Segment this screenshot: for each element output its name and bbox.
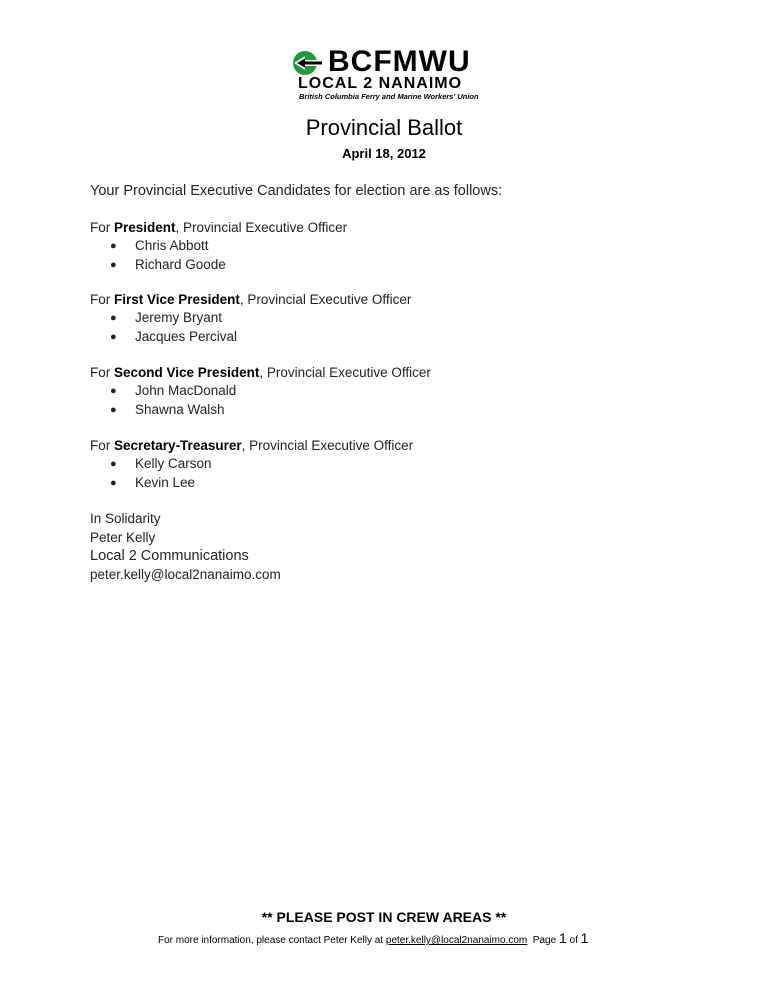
closing-text: In Solidarity [90, 511, 161, 526]
page-total: 1 [580, 930, 589, 946]
section-second-vice-president [90, 364, 431, 419]
bullet-icon: ● [110, 458, 117, 470]
candidate-list [90, 455, 413, 492]
section-heading: For President, Provincial Executive Officer [90, 220, 348, 235]
candidate-list [90, 309, 411, 346]
contact-email-link[interactable]: peter.kelly@local2nanaimo.com [385, 935, 528, 946]
list-item: ● John MacDonald [90, 382, 431, 401]
section-heading: For Secretary-Treasurer, Provincial Executive Officer [90, 438, 414, 453]
role-name: First Vice President [114, 292, 240, 307]
signature-block [90, 510, 281, 584]
page-current: 1 [558, 930, 567, 946]
page-title: Provincial Ballot [305, 115, 463, 140]
candidate-list [90, 237, 347, 274]
post-notice: ** PLEASE POST IN CREW AREAS ** [261, 909, 507, 925]
bullet-icon: ● [110, 240, 117, 252]
section-secretary-treasurer [90, 437, 413, 492]
section-heading: For First Vice President, Provincial Executive Officer [90, 292, 412, 307]
logo-local: LOCAL 2 NANAIMO [298, 75, 463, 92]
bullet-icon: ● [110, 312, 117, 324]
bullet-icon: ● [110, 330, 117, 343]
list-item: ● Jeremy Bryant [90, 309, 411, 328]
section-first-vice-president [90, 291, 411, 346]
section-heading: For Second Vice President, Provincial Executive Officer [90, 365, 431, 380]
list-item: ● Chris Abbott [90, 237, 347, 256]
union-logo [292, 45, 479, 104]
bullet-icon: ● [110, 385, 117, 397]
section-president [90, 219, 347, 274]
logo-subtitle: British Columbia Ferry and Marine Workers' Union [299, 92, 479, 101]
footer-contact [158, 930, 588, 949]
list-item: ● Jacques Percival [90, 328, 411, 347]
bullet-icon: ● [110, 258, 117, 271]
list-item: ● Shawna Walsh [90, 401, 431, 420]
bullet-icon: ● [110, 403, 117, 416]
signer-email: peter.kelly@local2nanaimo.com [90, 566, 281, 582]
contact-text: For more information, please contact Peter Kelly at [158, 935, 386, 946]
page-label: Page [532, 935, 559, 946]
role-name: Secretary-Treasurer [114, 438, 242, 453]
list-item: ● Kelly Carson [90, 455, 413, 474]
signer-name: Peter Kelly [90, 529, 156, 545]
role-name: Second Vice President [114, 365, 260, 380]
ballot-date: April 18, 2012 [342, 146, 426, 161]
candidate-list [90, 382, 431, 419]
role-name: President [114, 220, 176, 235]
list-item: ● Richard Goode [90, 256, 347, 275]
bullet-icon: ● [110, 476, 117, 489]
signer-department: Local 2 Communications [90, 548, 249, 564]
union-emblem-icon [292, 50, 326, 76]
intro-text: Your Provincial Executive Candidates for election are as follows: [90, 183, 503, 199]
logo-name: BCFMWU [328, 45, 471, 78]
page-of: of [566, 935, 581, 946]
list-item: ● Kevin Lee [90, 474, 413, 493]
